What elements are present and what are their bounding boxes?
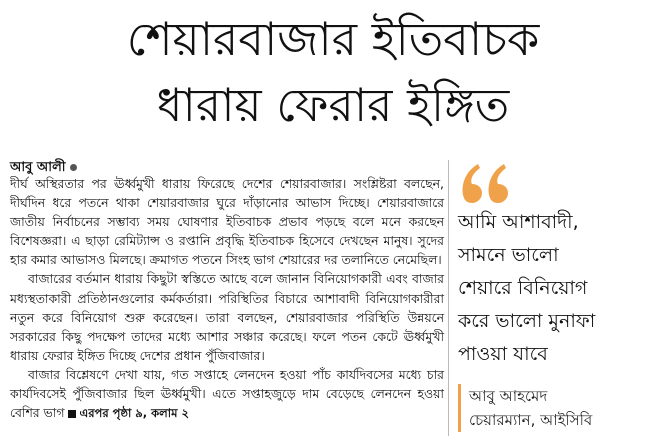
headline <box>0 6 666 138</box>
pull-quote-line-2: সামনে ভালো <box>458 244 559 266</box>
paragraph-1: দীর্ঘ অস্থিরতার পর ঊর্ধ্বমুখী ধারায় ফিরেছে দেশের শেয়ারবাজার। সংশ্লিষ্টরা বলছেন, দীর্ঘদিন ধরে পতনে থাকা শেয়ারবাজার ঘুরে দাঁড়ানোর আভাস দিচ্ছে। শেয়ারবাজারে জাতীয় নির্বাচনের সম্ভাব্য সময় ঘোষণার ইতিবাচক প্রভাব পড়ছে বলে মনে করছেন বিশেষজ্ঞরা। এ ছাড়া রেমিট্যান্স ও রপ্তানি প্রবৃদ্ধি ইতিবাচক হিসেবে দেখছেন মানুষ। সুদের হার কমার আভাসও মিলছে। ক্রমাগত পতনে সিংহ ভাগ শেয়ারের দর তলানিতে নেমেছিল। <box>10 176 444 268</box>
column-divider <box>448 160 449 436</box>
pull-quote-line-3: শেয়ারে বিনিয়োগ <box>458 277 588 299</box>
paragraph-3-text: বাজার বিশ্লেষণে দেখা যায়, গত সপ্তাহে লেনদেন হওয়া পাঁচ কার্যদিবসের মধ্যে চার কার্যদিবসেই পুঁজিবাজার ছিল ঊর্ধ্বমুখী। এতে সপ্তাহজুড়ে দাম বেড়েছে লেনদেন হওয়া বেশির ভাগ <box>10 366 444 421</box>
paragraph-2: বাজারের বর্তমান ধারায় কিছুটা স্বস্তিতে আছে বলে জানান বিনিয়োগকারী এবং বাজার মধ্যস্থতাকারী প্রতিষ্ঠানগুলোর কর্মকর্তারা। পরিস্থিতির বিচারে আশাবাদী বিনিয়োগকারীরা নতুন করে বিনিয়োগ শুরু করেছেন। তারা বলছেন, শেয়ারবাজার পরিস্থিতি উন্নয়নে সরকারের কিছু পদক্ষেপ তাদের মধ্যে আশার সঞ্চার করেছে। ফলে পতন কেটে ঊর্ধ্বমুখী ধারায় ফেরার ইঙ্গিত দিচ্ছে দেশের প্রধান পুঁজিবাজার। <box>10 271 444 363</box>
article-body <box>10 174 444 423</box>
attribution-name: আবু আহমেদ <box>469 387 548 405</box>
author-name: আবু আলী <box>10 160 66 175</box>
pull-quote-line-5: পাওয়া যাবে <box>458 343 548 365</box>
quote-attribution <box>458 384 666 432</box>
pull-quote <box>458 206 663 371</box>
square-bullet-icon <box>68 410 76 418</box>
pull-quote-line-1: আমি আশাবাদী, <box>458 211 579 233</box>
continued-note[interactable] <box>68 406 189 420</box>
continued-label: এরপর পৃষ্ঠা ৯, কলাম ২ <box>79 406 189 421</box>
bullet-icon <box>70 164 77 171</box>
headline-line-2: ধারায় ফেরার ইঙ্গিত <box>156 78 510 132</box>
quote-mark-icon <box>458 158 518 204</box>
headline-line-1: শেয়ারবাজার ইতিবাচক <box>126 12 540 66</box>
pull-quote-line-4: করে ভালো মুনাফা <box>458 310 596 332</box>
paragraph-3 <box>10 365 444 423</box>
attribution-title: চেয়ারম্যান, আইসিবি <box>469 411 593 429</box>
